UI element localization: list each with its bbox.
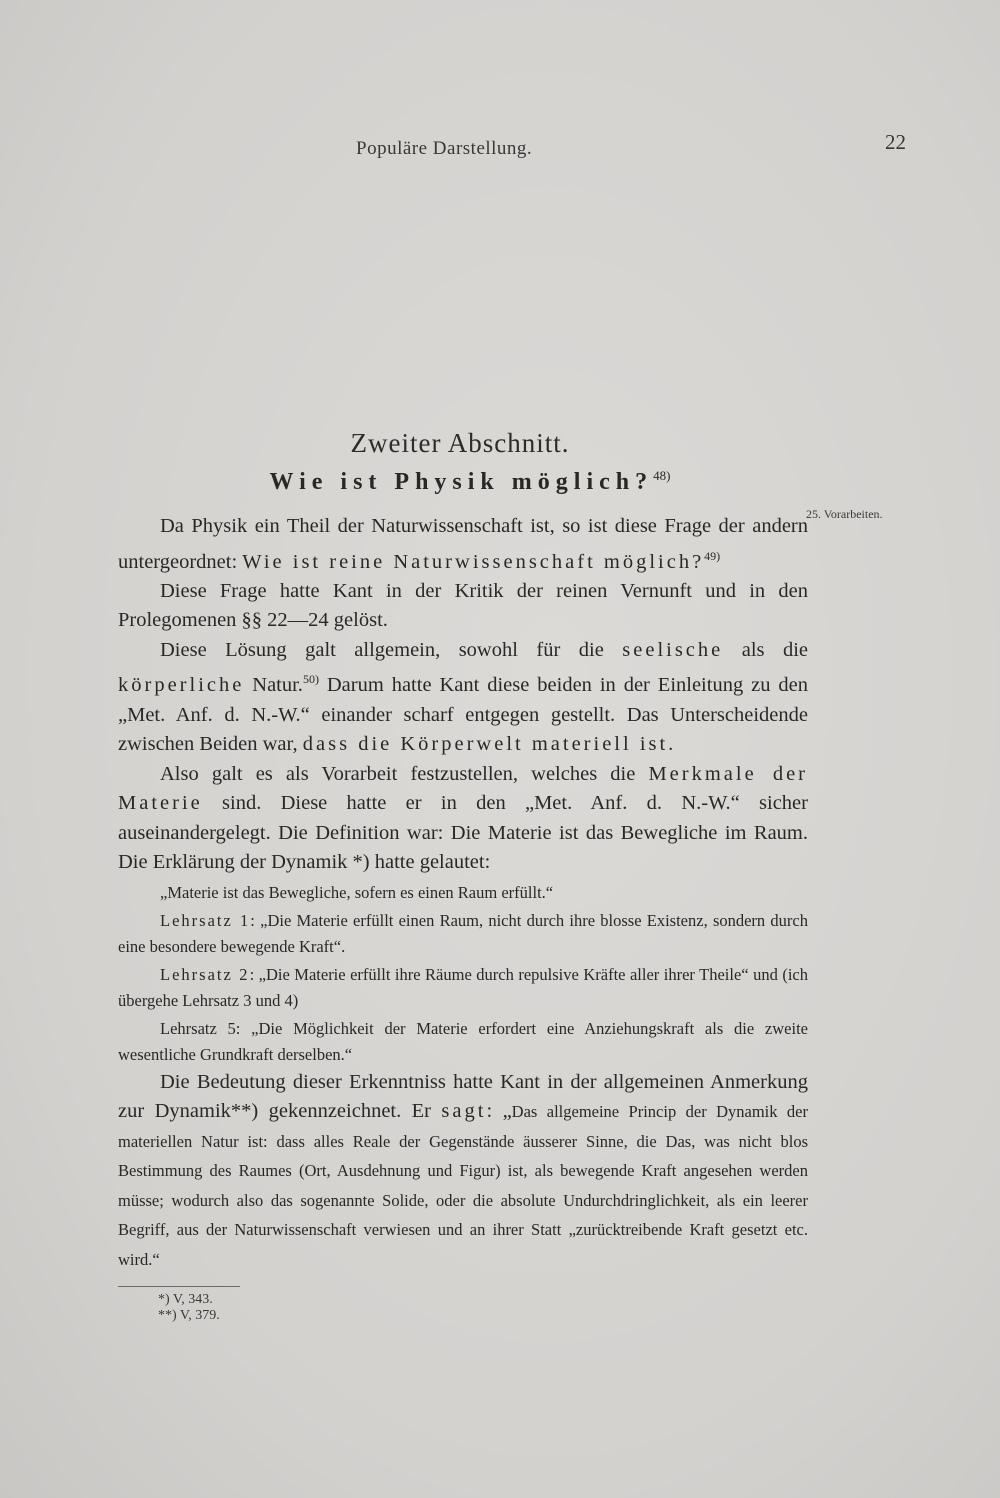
- paragraph-4-text-a: Also galt es als Vorarbeit festzustellen, welches die: [160, 762, 649, 785]
- paragraph-5-text-a: Die Bedeutung dieser Erkenntniss hatte Kant in der allgemeinen Anmerkung zur Dynamik**) gekennzeichnet. Er: [118, 1070, 808, 1123]
- chapter-question: [0, 468, 940, 496]
- running-head: Populäre Darstellung.: [356, 138, 533, 159]
- paragraph-5-quote: Das allgemeine Princip der Dynamik der materiellen Natur ist: dass alles Reale der Gegenstände äusserer Sinne, die Das, was nicht blos Bestimmung des Raumes (Ort, Ausdehnung und Figur) ist, als bewegende Kraft angesehen werden müsse; wodurch also das sogenannte Solide, oder die absolute Undurchdringlichkeit, als ein leerer Begriff, aus der Naturwissenschaft verwiesen und an ihrer Statt „zurücktreibende Kraft gesetzt etc. wird.“: [118, 1102, 808, 1269]
- margin-note: 25. Vorarbeiten.: [806, 507, 883, 521]
- quote-lehrsatz-1: [118, 908, 808, 960]
- paragraph-3-emphasis-seelische: seelische: [622, 638, 724, 661]
- paragraph-4-emphasis: Merkmale der Materie: [118, 762, 808, 815]
- section-title: Zweiter Abschnitt.: [350, 428, 570, 458]
- footnotes: [158, 1292, 220, 1324]
- paragraph-4: [118, 760, 808, 878]
- paragraph-4-text-c: sind. Diese hatte er in den „Met. Anf. d. N.-W.“ sicher auseinandergelegt. Die Definition war: Die Materie ist das Bewegliche im Raum. Die Erklärung der Dynamik *) hatte gelautet:: [118, 792, 808, 874]
- quote-lehrsatz-2: [118, 962, 808, 1014]
- paragraph-1-emphasis: Wie ist reine Naturwissenschaft möglich?: [242, 550, 705, 573]
- lehrsatz-1-label: Lehrsatz 1: [160, 910, 251, 930]
- paragraph-3-emphasis-koerperwelt: dass die Körperwelt materiell ist.: [302, 733, 677, 756]
- paragraph-5-emphasis-sagt: sagt: [441, 1100, 487, 1123]
- footnote-ref-49: 49): [704, 548, 721, 563]
- page-number: 22: [885, 130, 906, 154]
- paragraph-3-text-e: Natur.: [244, 674, 303, 697]
- paragraph-3-text-g: Darum hatte Kant diese beiden in der Einleitung zu den „Met. Anf. d. N.-W.“ einander scharf entgegen gestellt. Das Unterscheidende zwischen Beiden war,: [118, 674, 808, 756]
- footnote-1: *) V, 343.: [158, 1292, 213, 1307]
- paragraph-5-text-c: : „: [486, 1100, 512, 1123]
- lehrsatz-1-text: : „Die Materie erfüllt einen Raum, nicht durch ihre blosse Existenz, sondern durch eine besondere bewegende Kraft“.: [118, 910, 808, 956]
- paragraph-1-text: Da Physik ein Theil der Naturwissenschaft ist, so ist diese Frage der andern untergeordnet:: [118, 515, 808, 573]
- lehrsatz-2-text: : „Die Materie erfüllt ihre Räume durch repulsive Kräfte aller ihrer Theile“ und (ich übergehe Lehrsatz 3 und 4): [118, 964, 808, 1010]
- quote-lehrsatz-5: Lehrsatz 5: „Die Möglichkeit der Materie erfordert eine Anziehungskraft als die zweite wesentliche Grundkraft derselben.“: [118, 1018, 808, 1064]
- footnote-ref-50: 50): [302, 672, 319, 687]
- footnote-rule: [118, 1286, 240, 1287]
- footnote-ref-48: 48): [653, 468, 671, 483]
- paragraph-3-text-c: als die: [723, 638, 808, 661]
- paragraph-3-text-a: Diese Lösung galt allgemein, sowohl für die: [160, 638, 623, 661]
- quote-definition: „Materie ist das Bewegliche, sofern es einen Raum erfüllt.“: [160, 882, 554, 902]
- paragraph-5: [118, 1068, 808, 1275]
- footnote-2: **) V, 379.: [158, 1308, 220, 1323]
- paragraph-2: Diese Frage hatte Kant in der Kritik der reinen Vernunft und in den Prolegomenen §§ 22—24 gelöst.: [118, 579, 808, 632]
- body-text: [118, 512, 808, 1274]
- chapter-question-text: Wie ist Physik möglich?: [269, 469, 654, 495]
- lehrsatz-2-label: Lehrsatz 2: [160, 964, 250, 984]
- paragraph-1: [118, 512, 808, 577]
- paragraph-3-emphasis-koerperliche: körperliche: [118, 674, 245, 697]
- paragraph-3: [118, 636, 808, 760]
